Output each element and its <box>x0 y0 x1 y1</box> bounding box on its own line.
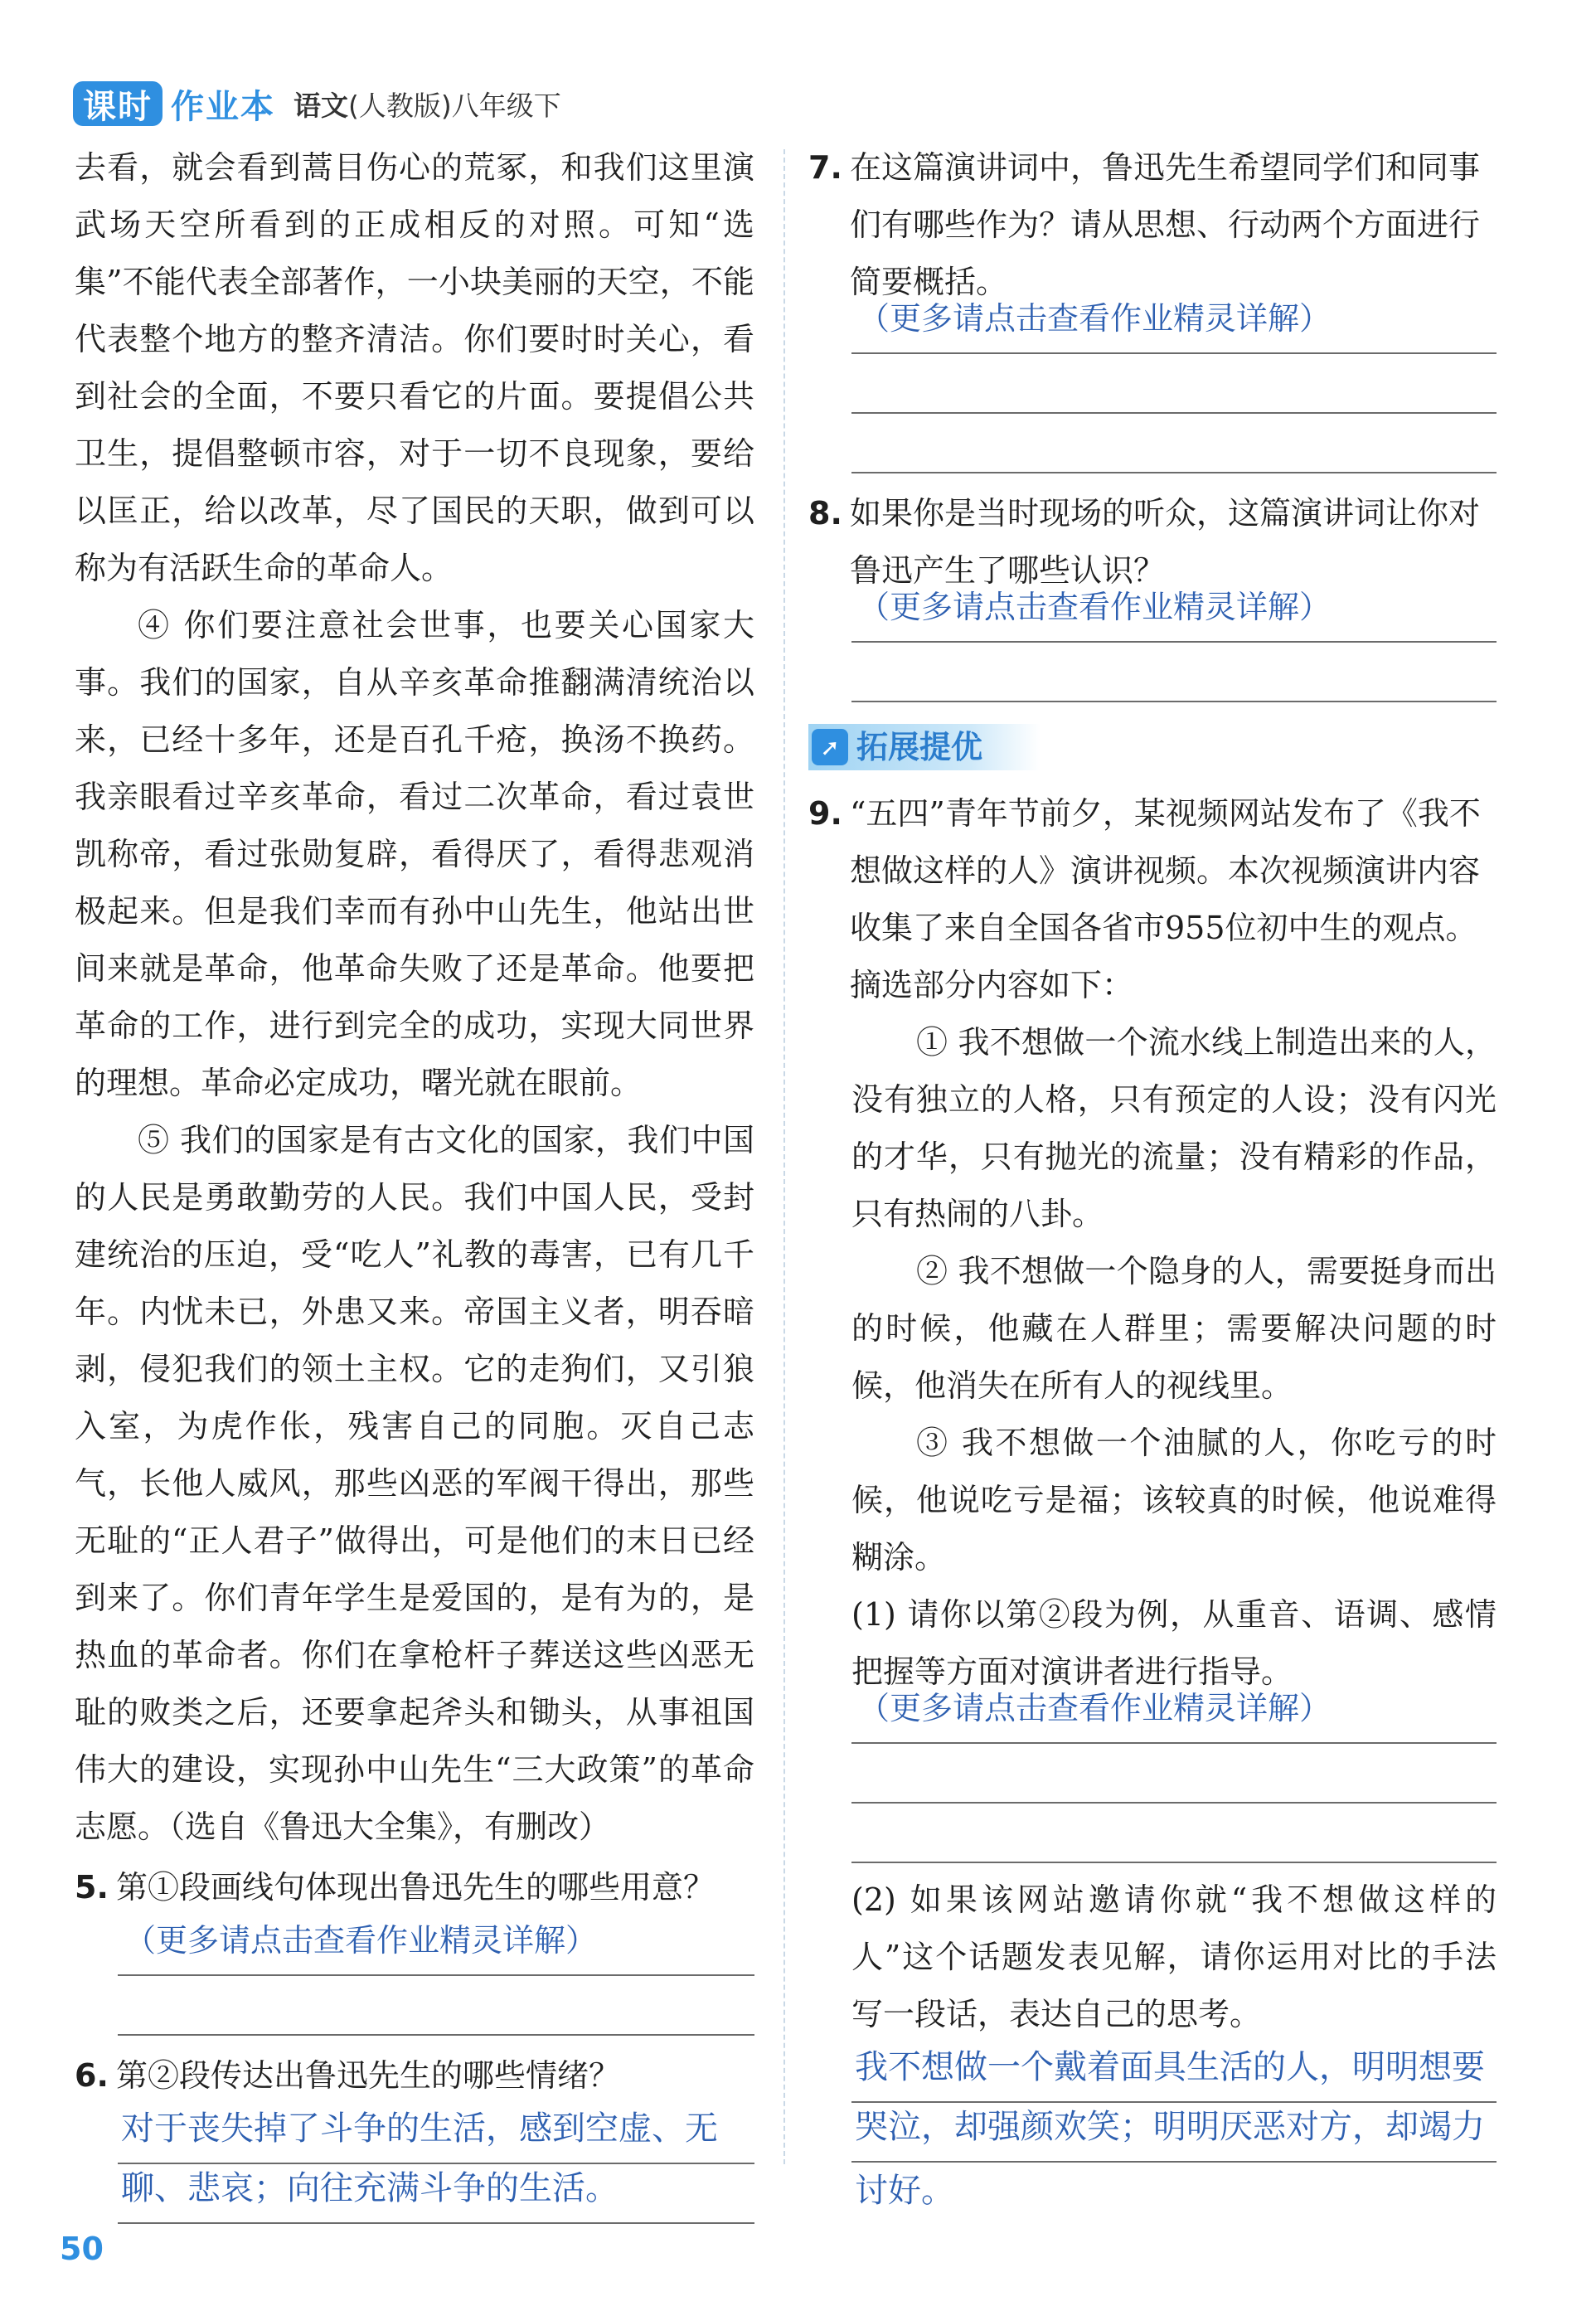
answer-line[interactable] <box>118 1916 754 1976</box>
question-text: 第②段传达出鲁迅先生的哪些情绪？ <box>116 2057 621 2094</box>
section-title: 拓展提优 <box>856 728 983 765</box>
answer-line[interactable] <box>851 2043 1497 2103</box>
question-number: 7. <box>808 149 842 186</box>
answer-line[interactable] <box>851 1690 1497 1744</box>
quoted-item-2: ② 我不想做一个隐身的人，需要挺身而出的时候，他藏在人群里；需要解决问题的时候，他消失在所有人的视线里。 <box>851 1253 1497 1404</box>
rocket-icon: ➚ <box>812 729 848 765</box>
solution-link[interactable]: （更多请点击查看作业精灵详解） <box>858 300 1332 337</box>
answer-line[interactable] <box>118 2105 754 2164</box>
left-column <box>75 139 754 2224</box>
handwritten-answer: 对于丧失掉了斗争的生活，感到空虚、无 <box>121 2110 718 2148</box>
question-number: 9. <box>808 795 842 832</box>
question-6 <box>75 2047 754 2105</box>
answer-line[interactable] <box>851 589 1497 643</box>
handwritten-answer: 聊、悲哀；向往充满斗争的生活。 <box>121 2169 619 2207</box>
quoted-item-3: ③ 我不想做一个油腻的人，你吃亏的时候，他说吃亏是福；该较真的时候，他说难得糊涂。 <box>851 1425 1497 1575</box>
brand-logo: 课时 <box>73 81 163 126</box>
question-text: “五四”青年节前夕，某视频网站发布了《我不想做这样的人》演讲视频。本次视频演讲内容收集了来自全国各省市955位初中生的观点。摘选部分内容如下： <box>850 795 1481 1003</box>
answer-line[interactable] <box>851 2103 1497 2163</box>
subject-edition: (人教版)八年级下 <box>348 89 561 122</box>
answer-line[interactable] <box>851 1804 1497 1863</box>
question-5 <box>75 1859 754 1916</box>
question-number: 6. <box>75 2057 109 2094</box>
handwritten-answer: 哭泣，却强颜欢笑；明明厌恶对方，却竭力 <box>855 2108 1485 2146</box>
question-number: 5. <box>75 1869 109 1906</box>
sub-question-2: (2) 如果该网站邀请你就“我不想做这样的人”这个话题发表见解，请你运用对比的手法写一段话，表达自己的思考。 <box>851 1881 1497 2032</box>
question-9 <box>808 785 1497 1014</box>
sub-question-1: (1) 请你以第②段为例，从重音、语调、感情把握等方面对演讲者进行指导。 <box>851 1596 1497 1690</box>
question-number: 8. <box>808 495 842 532</box>
answer-line[interactable] <box>851 300 1497 354</box>
quoted-items <box>851 1014 1497 1701</box>
quoted-item-1: ① 我不想做一个流水线上制造出来的人，没有独立的人格，只有预定的人设；没有闪光的才华，只有抛光的流量；没有精彩的作品，只有热闹的八卦。 <box>851 1024 1497 1232</box>
page-header <box>73 80 1068 128</box>
answer-overflow <box>851 2163 1497 2212</box>
subject-name: 语文 <box>293 89 348 122</box>
question-7 <box>808 139 1497 311</box>
right-column <box>808 136 1497 2212</box>
answer-line[interactable] <box>851 1744 1497 1804</box>
answer-line[interactable] <box>851 643 1497 702</box>
page-number: 50 <box>60 2231 104 2267</box>
column-divider <box>783 149 785 2164</box>
question-text: 在这篇演讲词中，鲁迅先生希望同学们和同事们有哪些作为？请从思想、行动两个方面进行简要概括。 <box>850 149 1481 300</box>
brand-product: 作业本 <box>171 87 275 126</box>
answer-line[interactable] <box>851 414 1497 473</box>
solution-link[interactable]: （更多请点击查看作业精灵详解） <box>124 1922 598 1959</box>
passage-paragraph-3: 去看，就会看到蒿目伤心的荒冢，和我们这里演武场天空所看到的正成相反的对照。可知“选集”不能代表全部著作，一小块美丽的天空，不能代表整个地方的整齐清洁。你们要时时关心，看到社会的全面，不要只看它的片面。要提倡公共卫生，提倡整顿市容，对于一切不良现象，要给以匡正，给以改革，尽了国民的天职，做到可以称为有活跃生命的革命人。 <box>75 149 754 586</box>
handwritten-answer: 讨好。 <box>855 2172 954 2210</box>
passage-paragraph-5: ⑤ 我们的国家是有古文化的国家，我们中国的人民是勇敢勤劳的人民。我们中国人民，受封建统治的压迫，受“吃人”礼教的毒害，已有几千年。内忧未已，外患又来。帝国主义者，明吞暗剥，侵犯我们的领土主权。它的走狗们，又引狼入室，为虎作伥，残害自己的同胞。灭自己志气，长他人威风，那些凶恶的军阀干得出，那些无耻的“正人君子”做得出，可是他们的末日已经到来了。你们青年学生是爱国的，是有为的，是热血的革命者。你们在拿枪杆子葬送这些凶恶无耻的败类之后，还要拿起斧头和锄头，从事祖国伟大的建设，实现孙中山先生“三大政策”的革命志愿。（选自《鲁迅大全集》，有删改） <box>75 1122 754 1845</box>
solution-link[interactable]: （更多请点击查看作业精灵详解） <box>858 589 1332 625</box>
answer-line[interactable] <box>118 2164 754 2224</box>
subject-label <box>293 85 561 124</box>
question-text: 如果你是当时现场的听众，这篇演讲词让你对鲁迅产生了哪些认识？ <box>850 495 1481 589</box>
solution-link[interactable]: （更多请点击查看作业精灵详解） <box>858 1690 1332 1726</box>
answer-line[interactable] <box>118 1976 754 2036</box>
question-text: 第①段画线句体现出鲁迅先生的哪些用意？ <box>116 1869 716 1906</box>
sub-question-2-block <box>851 1872 1497 2043</box>
answer-line[interactable] <box>851 354 1497 414</box>
handwritten-answer: 我不想做一个戴着面具生活的人，明明想要 <box>855 2048 1485 2086</box>
section-banner-extension <box>808 724 1041 770</box>
passage-paragraph-4: ④ 你们要注意社会世事，也要关心国家大事。我们的国家，自从辛亥革命推翻满清统治以来，已经十多年，还是百孔千疮，换汤不换药。我亲眼看过辛亥革命，看过二次革命，看过袁世凯称帝，看过张勋复辟，看得厌了，看得悲观消极起来。但是我们幸而有孙中山先生，他站出世间来就是革命，他革命失败了还是革命。他要把革命的工作，进行到完全的成功，实现大同世界的理想。革命必定成功，曙光就在眼前。 <box>75 607 754 1101</box>
